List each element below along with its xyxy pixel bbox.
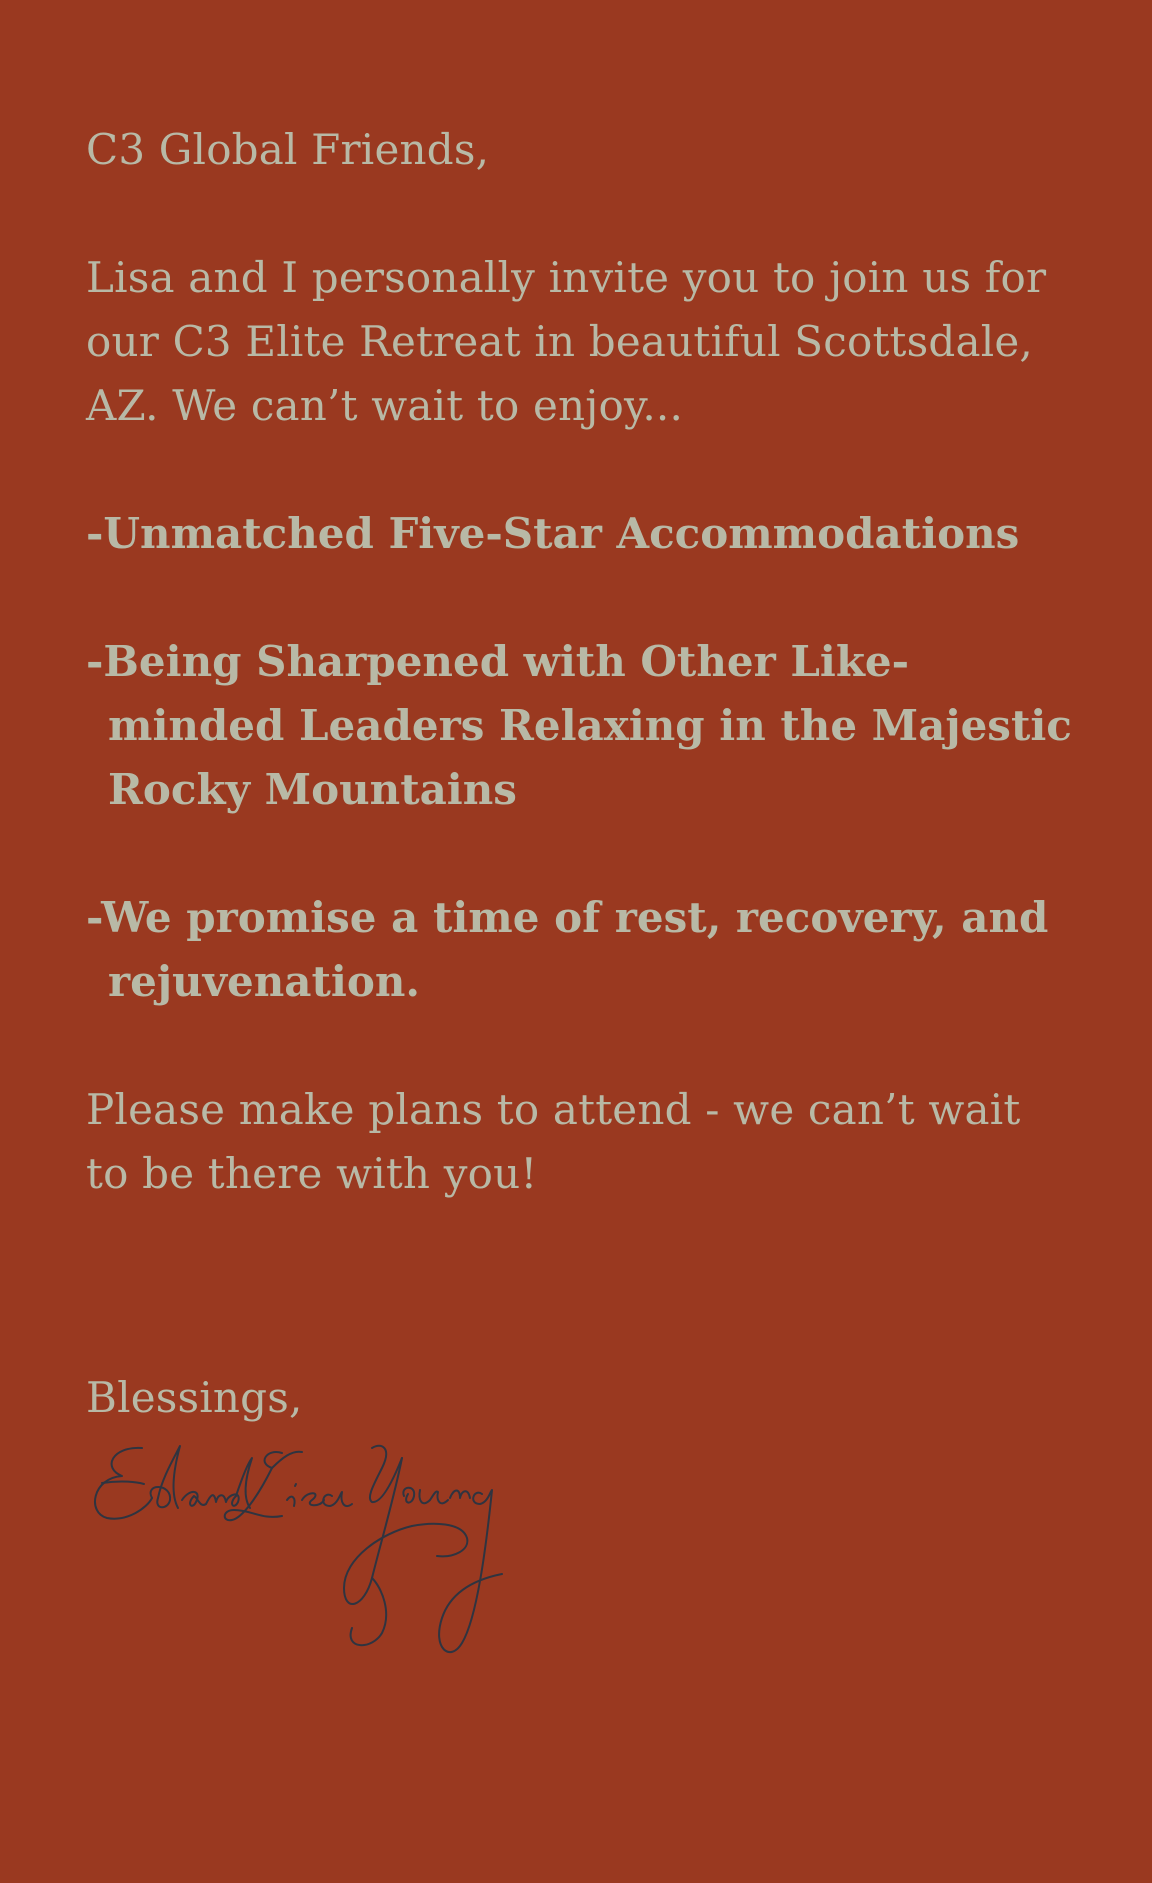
highlights-list [86, 502, 1072, 1014]
highlight-rest: -We promise a time of rest, recovery, and rejuvenation. [86, 893, 1049, 1006]
sign-off: Blessings, [86, 1373, 303, 1422]
intro-paragraph: Lisa and I personally invite you to join us for our C3 Elite Retreat in beautiful Scottsdale, AZ. We can’t wait to enjoy... [86, 253, 1047, 430]
signature-image [82, 1438, 542, 1668]
highlight-leaders: -Being Sharpened with Other Like-minded Leaders Relaxing in the Majestic Rocky Mountains [86, 637, 1072, 814]
closing-note: Please make plans to attend - we can’t wait to be there with you! [86, 1085, 1021, 1198]
greeting: C3 Global Friends, [86, 125, 490, 174]
highlight-accommodations: -Unmatched Five-Star Accommodations [86, 509, 1020, 558]
